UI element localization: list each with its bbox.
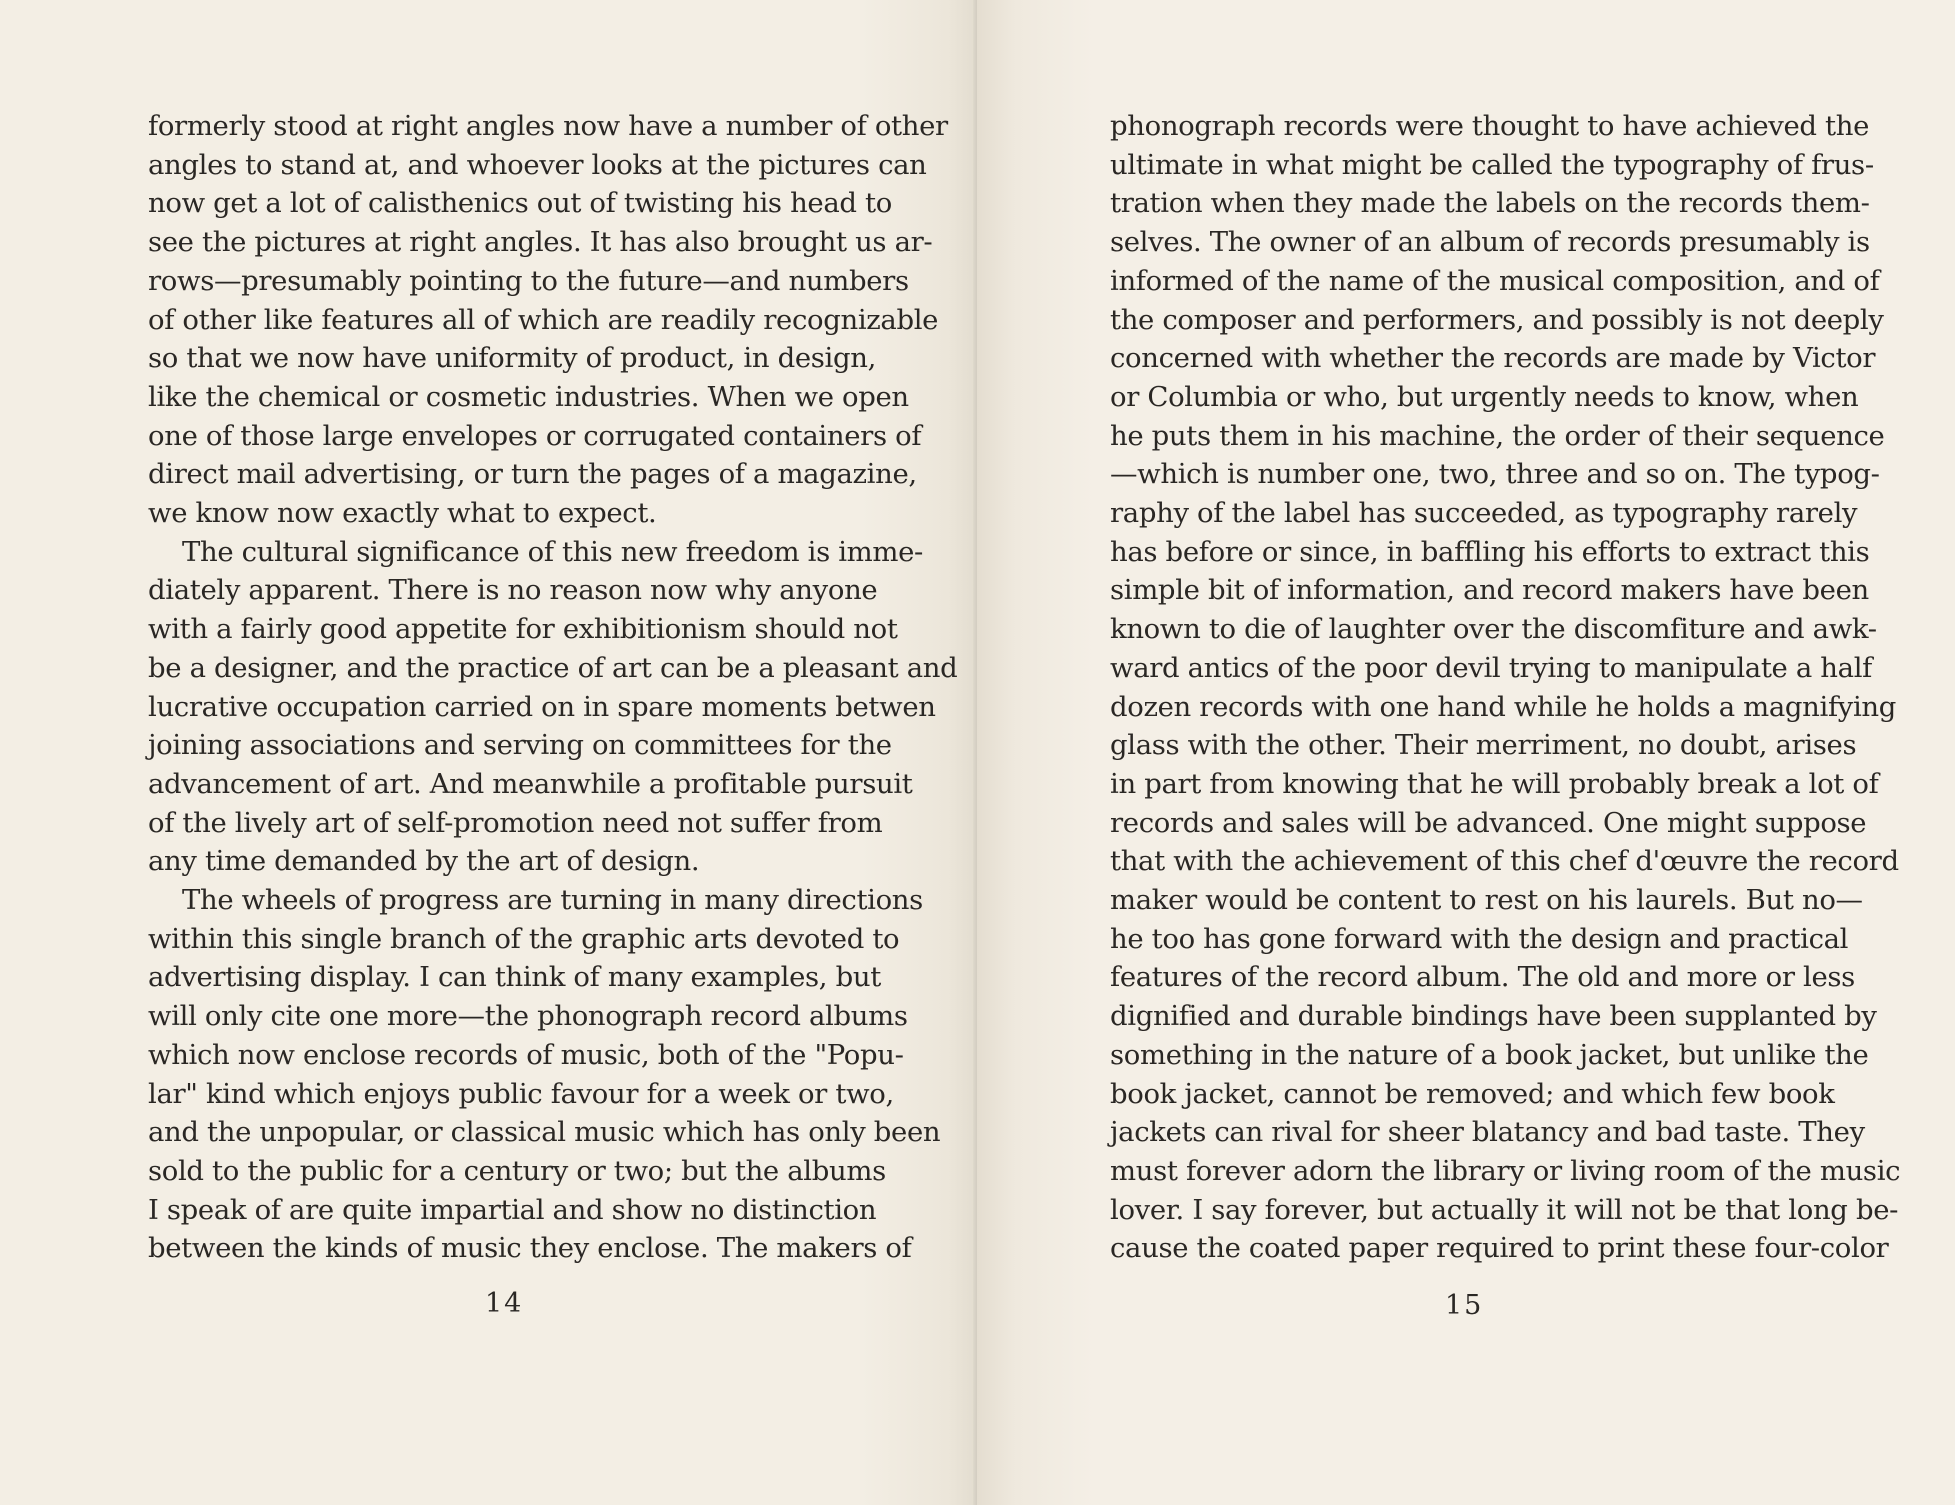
text-line: within this single branch of the graphic arts devoted to — [148, 922, 900, 955]
text-line: with a fairly good appetite for exhibitionism should not — [148, 613, 898, 646]
text-line: see the pictures at right angles. It has also brought us ar- — [148, 226, 933, 259]
left-page-body — [148, 107, 958, 1268]
text-line: jackets can rival for sheer blatancy and bad taste. They — [1110, 1116, 1865, 1149]
text-line: records and sales will be advanced. One might suppose — [1110, 806, 1867, 839]
text-line: be a designer, and the practice of art can be a pleasant and — [148, 651, 958, 684]
text-line: has before or since, in baffling his efforts to extract this — [1110, 535, 1870, 568]
text-line: rows—presumably pointing to the future—and numbers — [148, 264, 909, 297]
text-line: that with the achievement of this chef d'œuvre the record — [1110, 845, 1899, 878]
text-line: simple bit of information, and record makers have been — [1110, 574, 1869, 607]
text-line: —which is number one, two, three and so on. The typog- — [1110, 458, 1880, 491]
text-line: known to die of laughter over the discomfiture and awk- — [1110, 613, 1877, 646]
text-line: will only cite one more—the phonograph record albums — [148, 1000, 908, 1033]
text-line: must forever adorn the library or living room of the music — [1110, 1154, 1901, 1187]
text-line: now get a lot of calisthenics out of twisting his head to — [148, 187, 892, 220]
text-line: any time demanded by the art of design. — [148, 845, 700, 878]
text-line: sold to the public for a century or two; but the albums — [148, 1154, 886, 1187]
text-line: I speak of are quite impartial and show no distinction — [148, 1193, 877, 1226]
text-line: phonograph records were thought to have achieved the — [1110, 110, 1870, 142]
text-line: he too has gone forward with the design and practical — [1110, 922, 1849, 955]
text-line: ward antics of the poor devil trying to manipulate a half — [1110, 651, 1872, 684]
text-line: glass with the other. Their merriment, no doubt, arises — [1110, 729, 1857, 762]
text-line: or Columbia or who, but urgently needs to know, when — [1110, 380, 1859, 413]
text-line: concerned with whether the records are made by Victor — [1110, 342, 1876, 375]
text-line: which now enclose records of music, both of the "Popu- — [148, 1038, 904, 1071]
text-line: he puts them in his machine, the order of their sequence — [1110, 419, 1885, 452]
text-line: and the unpopular, or classical music which has only been — [148, 1116, 941, 1149]
text-line: features of the record album. The old and more or less — [1110, 961, 1855, 994]
text-line: of other like features all of which are readily recognizable — [148, 303, 939, 336]
text-line: The cultural significance of this new freedom is imme- — [182, 535, 924, 568]
left-page — [0, 0, 977, 1505]
text-line: the composer and performers, and possibly is not deeply — [1110, 303, 1884, 336]
text-line: one of those large envelopes or corrugated containers of — [148, 419, 922, 452]
text-line: in part from knowing that he will probably break a lot of — [1110, 767, 1879, 800]
text-line: advertising display. I can think of many examples, but — [148, 961, 881, 994]
text-line: lar" kind which enjoys public favour for a week or two, — [148, 1077, 894, 1110]
text-line: selves. The owner of an album of records presumably is — [1110, 226, 1870, 259]
text-line: lucrative occupation carried on in spare moments betwen — [148, 690, 936, 723]
right-page — [977, 0, 1955, 1505]
right-page-number: 15 — [1445, 1290, 1484, 1321]
text-line: The wheels of progress are turning in many directions — [182, 884, 923, 917]
text-line: joining associations and serving on committees for the — [148, 729, 892, 762]
text-line: angles to stand at, and whoever looks at the pictures can — [148, 148, 927, 181]
text-line: so that we now have uniformity of product, in design, — [148, 342, 876, 375]
text-line: ultimate in what might be called the typography of frus- — [1110, 148, 1874, 181]
text-line: of the lively art of self-promotion need not suffer from — [148, 806, 883, 839]
text-line: we know now exactly what to expect. — [148, 497, 657, 530]
text-line: advancement of art. And meanwhile a profitable pursuit — [148, 767, 913, 800]
text-line: dozen records with one hand while he holds a magnifying — [1110, 690, 1897, 723]
text-line: maker would be content to rest on his laurels. But no— — [1110, 884, 1863, 917]
text-line: something in the nature of a book jacket, but unlike the — [1110, 1038, 1869, 1071]
text-line: direct mail advertising, or turn the pages of a magazine, — [148, 458, 917, 491]
text-line: formerly stood at right angles now have a number of other — [148, 110, 948, 142]
text-line: diately apparent. There is no reason now why anyone — [148, 574, 878, 607]
text-line: dignified and durable bindings have been supplanted by — [1110, 1000, 1877, 1033]
text-line: book jacket, cannot be removed; and which few book — [1110, 1077, 1835, 1110]
right-page-body — [1110, 107, 1901, 1268]
text-line: like the chemical or cosmetic industries. When we open — [148, 380, 909, 413]
text-line: cause the coated paper required to print these four-color — [1110, 1232, 1889, 1265]
text-line: between the kinds of music they enclose. The makers of — [148, 1232, 912, 1265]
left-page-number: 14 — [485, 1288, 524, 1319]
text-line: informed of the name of the musical composition, and of — [1110, 264, 1880, 297]
text-line: lover. I say forever, but actually it will not be that long be- — [1110, 1193, 1899, 1226]
text-line: tration when they made the labels on the records them- — [1110, 187, 1870, 220]
text-line: raphy of the label has succeeded, as typography rarely — [1110, 497, 1858, 530]
